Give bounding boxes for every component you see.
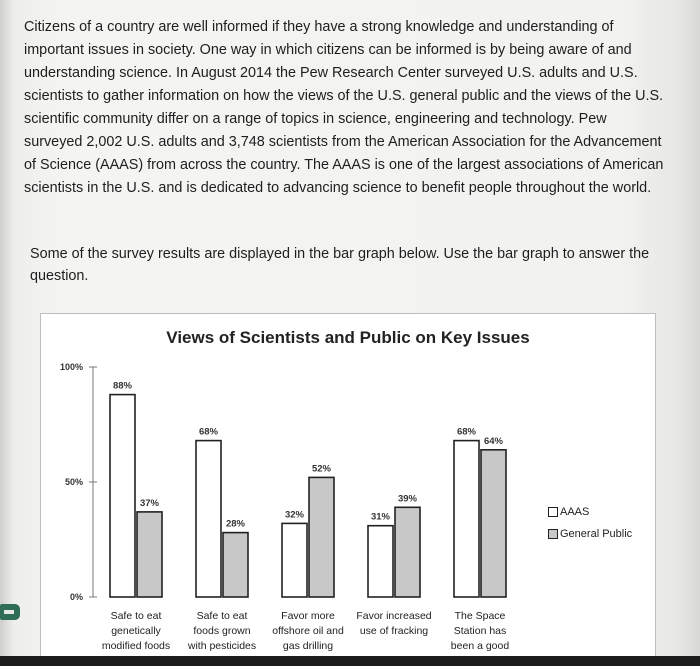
bar-aaas <box>454 441 479 597</box>
y-tick-label: 0% <box>69 592 83 602</box>
x-category-label: Safe to eat <box>110 610 162 622</box>
bar-value-label: 88% <box>112 380 133 392</box>
x-category-label: been a good <box>450 640 510 652</box>
x-category-label: Safe to eat <box>196 610 248 622</box>
bar-aaas <box>368 526 393 597</box>
x-category-label: Favor increased <box>356 610 432 622</box>
x-category-label: use of fracking <box>359 625 429 637</box>
bar-value-label: 68% <box>198 426 219 438</box>
x-category-label: Favor more <box>281 610 335 622</box>
legend-label-aaas: AAAS <box>560 506 590 518</box>
bottom-edge-bar <box>0 656 700 666</box>
x-category-label: gas drilling <box>282 640 334 652</box>
bar-public <box>309 477 334 597</box>
x-category-label: foods grown <box>193 625 251 637</box>
bar-chart <box>40 313 656 658</box>
x-category-label: offshore oil and <box>272 625 344 637</box>
bar-value-label: 37% <box>139 497 160 509</box>
legend <box>548 501 632 545</box>
y-tick-label: 50% <box>64 477 83 487</box>
side-tab-icon[interactable] <box>0 604 20 620</box>
legend-swatch-aaas <box>548 507 558 517</box>
bar-value-label: 32% <box>284 509 305 521</box>
y-tick-label: 100% <box>59 362 83 372</box>
bar-value-label: 64% <box>483 435 504 447</box>
bar-value-label: 52% <box>311 463 332 475</box>
bar-aaas <box>196 441 221 597</box>
legend-swatch-public <box>548 529 558 539</box>
x-category-label: genetically <box>111 625 161 637</box>
bar-value-label: 68% <box>456 426 477 438</box>
bar-aaas <box>110 395 135 597</box>
legend-item-public <box>548 523 632 545</box>
bar-public <box>481 450 506 597</box>
chart-plot <box>41 314 655 657</box>
bar-value-label: 31% <box>370 511 391 523</box>
x-category-label: with pesticides <box>187 640 257 652</box>
bar-public <box>137 512 162 597</box>
legend-item-aaas <box>548 501 632 523</box>
bar-value-label: 39% <box>397 493 418 505</box>
bar-public <box>395 507 420 597</box>
bar-value-label: 28% <box>225 518 246 530</box>
instruction-text: Some of the survey results are displayed in the bar graph below. Use the bar graph to answer the question. <box>30 246 650 284</box>
x-category-label: Station has <box>453 625 507 637</box>
legend-label-public: General Public <box>560 528 633 540</box>
chart-title: Views of Scientists and Public on Key Issues <box>166 328 530 347</box>
bar-public <box>223 533 248 597</box>
passage-text: Citizens of a country are well informed if they have a strong knowledge and understanding of important issues in society. One way in which citizens can be informed is by being aware of and understanding science. In August 2014 the Pew Research Center surveyed U.S. adults and U.S. scientists to gather information on how the views of the U.S. general public and the views of the U.S. scientific community differ on a range of topics in science, engineering and technology. Pew surveyed 2,002 U.S. adults and 3,748 scientists from the American Association for the Advancement of Science (AAAS) from across the country. The AAAS is one of the largest associations of American scientists in the U.S. and is dedicated to advancing science to benefit people throughout the world. <box>24 19 664 196</box>
x-category-label: The Space <box>454 610 506 622</box>
bar-aaas <box>282 523 307 597</box>
x-category-label: modified foods <box>101 640 171 652</box>
